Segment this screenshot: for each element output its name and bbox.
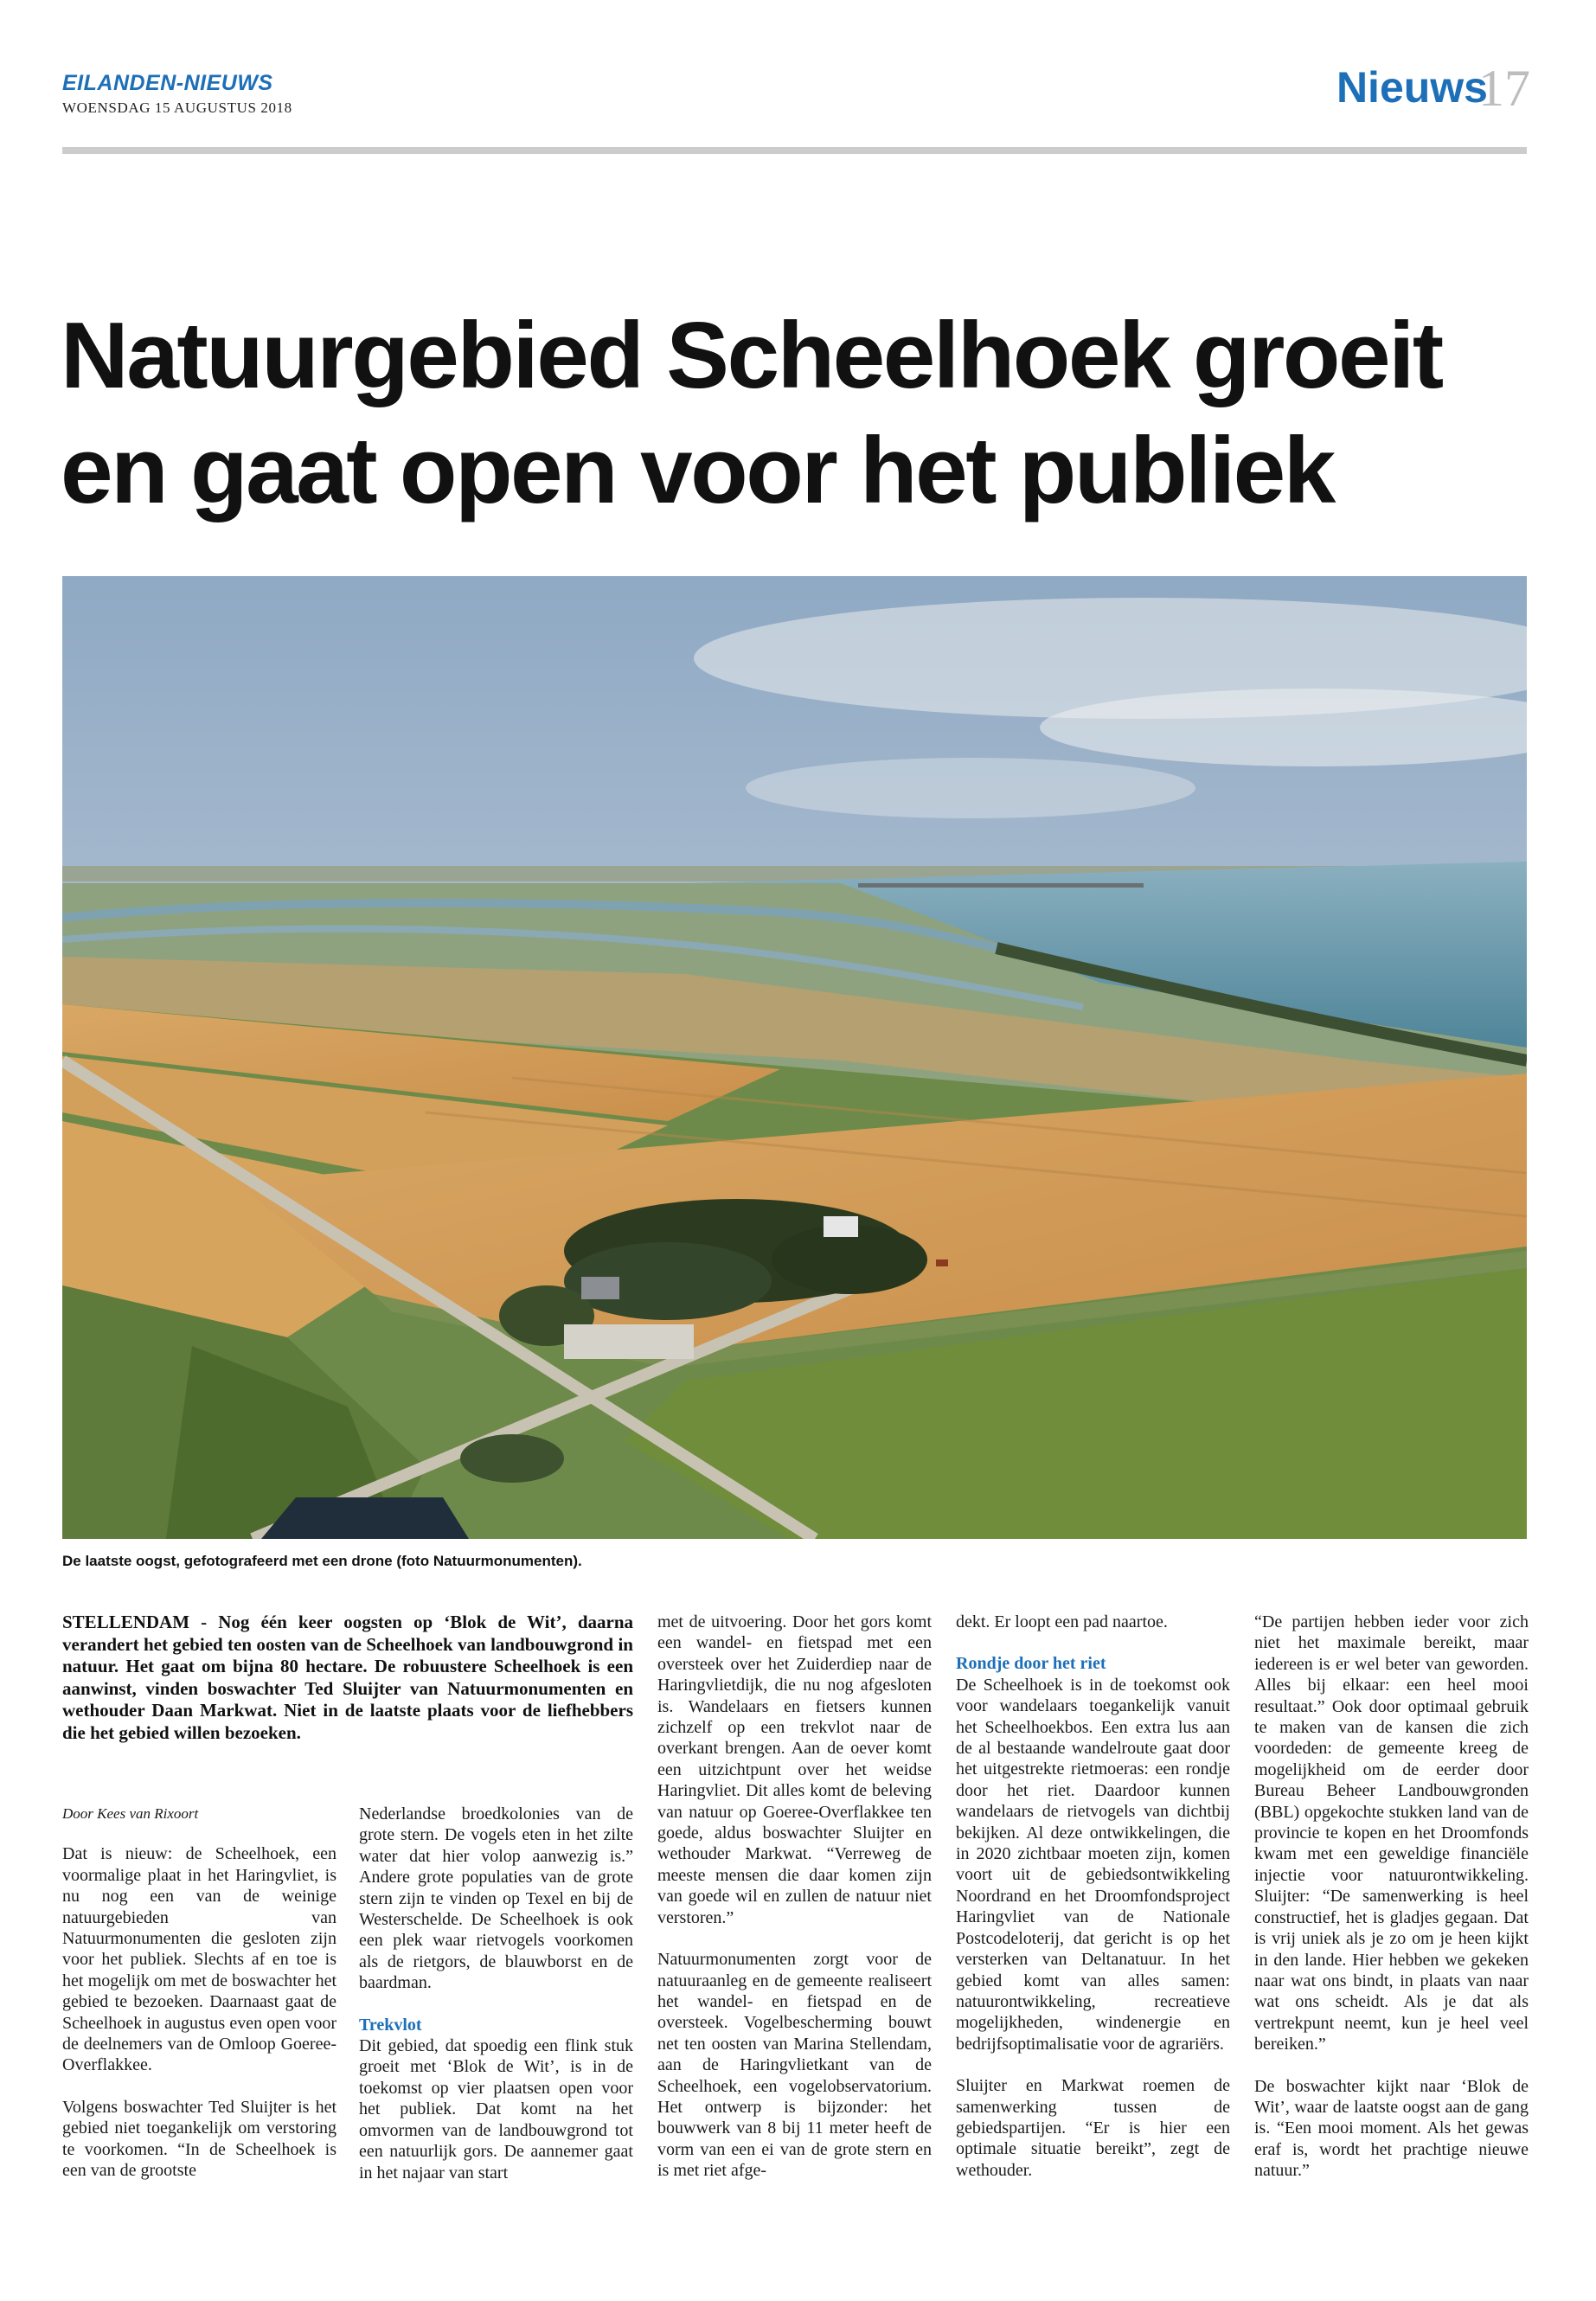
article-column-1: [62, 1804, 337, 2202]
subheading-rondje-door-het-riet: Rondje door het riet: [956, 1654, 1106, 1674]
article-lead: STELLENDAM - Nog één keer oogsten op ‘Blok de Wit’, daarna verandert het gebied ten oosten van de Scheelhoek van landbouwgrond in natuur. Het gaat om bijna 80 hectare. De robuustere Scheelhoek is een aanwinst, vinden boswachter Ted Sluijter van Natuurmonumenten en wethouder Daan Markwat. Niet in de laatste plaats voor de liefhebbers die het gebied willen bezoeken.: [62, 1612, 633, 1743]
header-divider: [62, 147, 1527, 154]
body-paragraph: Nederlandse broedkolonies van de grote stern. De vogels eten in het zilte water dat hier volop aanwezig is.” Andere grote populaties van de grote stern zijn te vinden op Texel en bij de Westerschelde. De Scheelhoek is ook een plek waar rietvogels voorkomen als de rietgors, de blauwborst en de baardman.: [359, 1804, 633, 1993]
body-paragraph: Natuurmonumenten zorgt voor de natuuraanleg en de gemeente realiseert het wandel- en fietspad en de oversteek. Vogelbescherming bouwt net ten oosten van Marina Stellendam, aan de Haringvlietkant van de Scheelhoek, een vogelobservatorium. Het ontwerp is bijzonder: het bouwwerk van 8 bij 11 meter heeft de vorm van een ei van de grote stern en is met riet afge-: [657, 1950, 932, 2181]
article-column-5: [1254, 1612, 1529, 2202]
body-paragraph: De Scheelhoek is in de toekomst ook voor wandelaars toegankelijk vanuit het Scheelhoekbos. Een extra lus aan de al bestaande wandelroute gaat door het uitgestrekte rietmoeras: een rondje door het riet. Daardoor kunnen wandelaars de rietvogels van dichtbij bekijken. Al deze ontwikkelingen, die in 2020 zichtbaar moeten zijn, komen voort uit de gebiedsontwikkeling Noordrand en het Droomfondsproject Haringvliet van de Nationale Postcodeloterij, dat gericht is op het versterken van Deltanatuur. In het gebied komt van alles samen: natuurontwikkeling, recreatieve mogelijkheden, windenergie en bedrijfsoptimalisatie voor de agrariërs.: [956, 1675, 1230, 2054]
byline: Door Kees van Rixoort: [62, 1805, 199, 1822]
aerial-photo: [62, 576, 1527, 1539]
body-paragraph: Dit gebied, dat spoedig een flink stuk groeit met ‘Blok de Wit’, is in de toekomst op vier plaatsen open voor het publiek. Dat komt na het omvormen van de landbouwgrond tot een natuurlijk gors. De aannemer gaat in het najaar van start: [359, 2036, 633, 2182]
section-title: Nieuws: [1336, 63, 1488, 112]
subheading-trekvlot: Trekvlot: [359, 2015, 422, 2035]
article-column-4: [956, 1612, 1230, 2202]
issue-date: WOENSDAG 15 AUGUSTUS 2018: [62, 99, 292, 116]
body-paragraph: dekt. Er loopt een pad naartoe.: [956, 1612, 1168, 1631]
article-headline: Natuurgebied Scheelhoek groeit en gaat open voor het publiek: [61, 303, 1442, 523]
photo-caption: De laatste oogst, gefotografeerd met een drone (foto Natuurmonumenten).: [62, 1553, 582, 1569]
article-column-3: [657, 1612, 932, 2202]
body-paragraph: “De partijen hebben ieder voor zich niet het maximale bereikt, maar iedereen is er wel beter van geworden. Alles bij elkaar: een heel mooi resultaat.” Ook door optimaal gebruik te maken van de kansen die zich voordeden: de gemeente kreeg de mogelijkheid om de eerder door Bureau Beheer Landbouwgronden (BBL) opgekochte stukken land van de provincie te kopen en het Droomfonds kwam met een geweldige financiële injectie voor natuurontwikkeling. Sluijter: “De samenwerking is heel constructief, het is gladjes gegaan. Dat is vrij uniek als je zo om je heen kijkt in den lande. Hier hebben we gekeken naar wat ons bindt, in plaats van naar wat ons scheidt. Als je dat als vertrekpunt neemt, kun je heel veel bereiken.”: [1254, 1612, 1529, 2054]
body-paragraph: Volgens boswachter Ted Sluijter is het gebied niet toegankelijk om verstoring te voorkomen. “In de Scheelhoek is een van de grootste: [62, 2097, 337, 2181]
body-paragraph: Dat is nieuw: de Scheelhoek, een voormalige plaat in het Haringvliet, is nu nog een van de weinige natuurgebieden van Natuurmonumenten die gesloten zijn voor het publiek. Slechts af en toe is het mogelijk om met de boswachter het gebied te bezoeken. Daarnaast gaat de Scheelhoek in augustus even open voor de deelnemers van de Omloop Goeree-Overflakkee.: [62, 1844, 337, 2075]
body-paragraph: Sluijter en Markwat roemen de samenwerking tussen de gebiedspartijen. “Er is hier een optimale situatie bereikt”, zegt de wethouder.: [956, 2076, 1230, 2180]
page-number: 17: [1478, 60, 1530, 117]
body-paragraph: De boswachter kijkt naar ‘Blok de Wit’, waar de laatste oogst aan de gang is. “Een mooi moment. Als het gewas eraf is, wordt het prachtige nieuwe natuur.”: [1254, 2076, 1529, 2181]
body-paragraph: met de uitvoering. Door het gors komt een wandel- en fietspad met een oversteek over het Zuiderdiep naar de Haringvlietdijk, die nu nog afgesloten is. Wandelaars en fietsers kunnen zichzelf op een trekvlot naar de overkant brengen. Aan de oever komt een uitzichtpunt over het weidse Haringvliet. Dit alles komt de beleving van natuur op Goeree-Overflakkee ten goede, aldus boswachter Sluijter en wethouder Markwat. “Verreweg de meeste mensen die daar komen zijn van goede wil en zullen de natuur niet verstoren.”: [657, 1612, 932, 1927]
masthead-logo: EILANDEN-NIEUWS: [62, 71, 273, 95]
article-column-2: [359, 1804, 633, 2204]
